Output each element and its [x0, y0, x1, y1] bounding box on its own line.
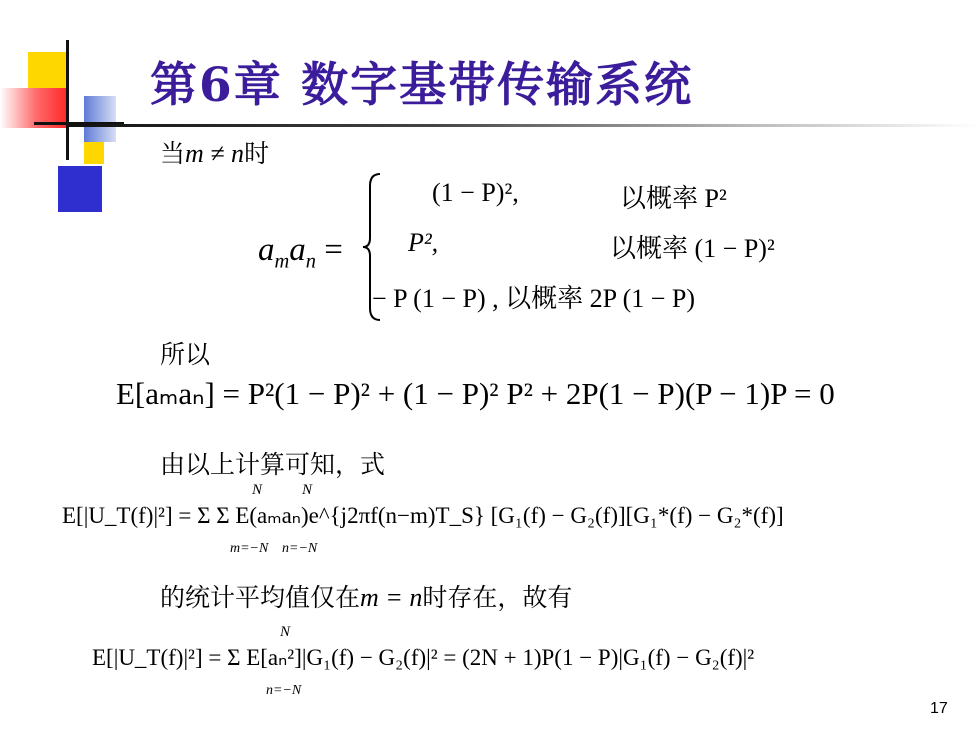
eq3-sum-upper-2: N	[302, 482, 313, 498]
therefore-label: 所以	[160, 340, 211, 369]
case2-value: P²,	[408, 228, 439, 257]
decor-blue-square	[58, 166, 102, 212]
stat-avg-suffix: 时存在，故有	[422, 583, 573, 612]
title-underline	[68, 124, 978, 127]
decor-yellow-square	[28, 52, 68, 90]
when-cond: m ≠ n	[185, 139, 245, 168]
eq1-lhs: $a_ma_n$ =	[258, 232, 343, 273]
stat-avg-line	[160, 578, 572, 614]
stat-avg-cond: m = n	[360, 583, 423, 612]
eq3-sum-lower-2: n=−N	[282, 541, 318, 556]
eq2: E[aₘaₙ] = P²(1 − P)² + (1 − P)² P² + 2P(1 − P)(P − 1)P = 0	[116, 376, 835, 411]
condition-line	[160, 134, 269, 170]
decor-vertical-line	[66, 40, 69, 160]
eq4: E[|U_T(f)|²] = Σ E[aₙ²]|G₁(f) − G₂(f)|² = (2N + 1)P(1 − P)|G₁(f) − G₂(f)|²	[92, 645, 755, 670]
eq4-sum-lower: n=−N	[266, 683, 302, 698]
case2-prob: 以概率 (1 − P)²	[610, 234, 775, 263]
decor-corner	[0, 0, 140, 230]
decor-yellow-small	[84, 142, 104, 164]
slide-title: 第6章 数字基带传输系统	[150, 58, 694, 113]
case1-prob: 以概率 P²	[620, 184, 727, 213]
stat-avg-prefix: 的统计平均值仅在	[160, 583, 361, 612]
decor-blue-light-square	[84, 96, 116, 142]
eq3-sum-upper-1: N	[252, 482, 263, 498]
when-suffix: 时	[244, 139, 270, 168]
case1-value: (1 − P)²,	[432, 178, 519, 207]
page-number: 17	[930, 700, 948, 717]
eq4-sum-upper: N	[280, 624, 291, 640]
eq3: E[|U_T(f)|²] = Σ Σ E(aₘaₙ)e^{j2πf(n−m)T_S} [G₁(f) − G₂(f)][G₁*(f) − G₂*(f)]	[62, 503, 784, 528]
eq3-sum-lower-1: m=−N	[230, 541, 269, 556]
from-above-label: 由以上计算可知，式	[160, 450, 386, 479]
when-prefix: 当	[160, 139, 186, 168]
case3-value: − P (1 − P) , 以概率 2P (1 − P)	[372, 284, 696, 313]
